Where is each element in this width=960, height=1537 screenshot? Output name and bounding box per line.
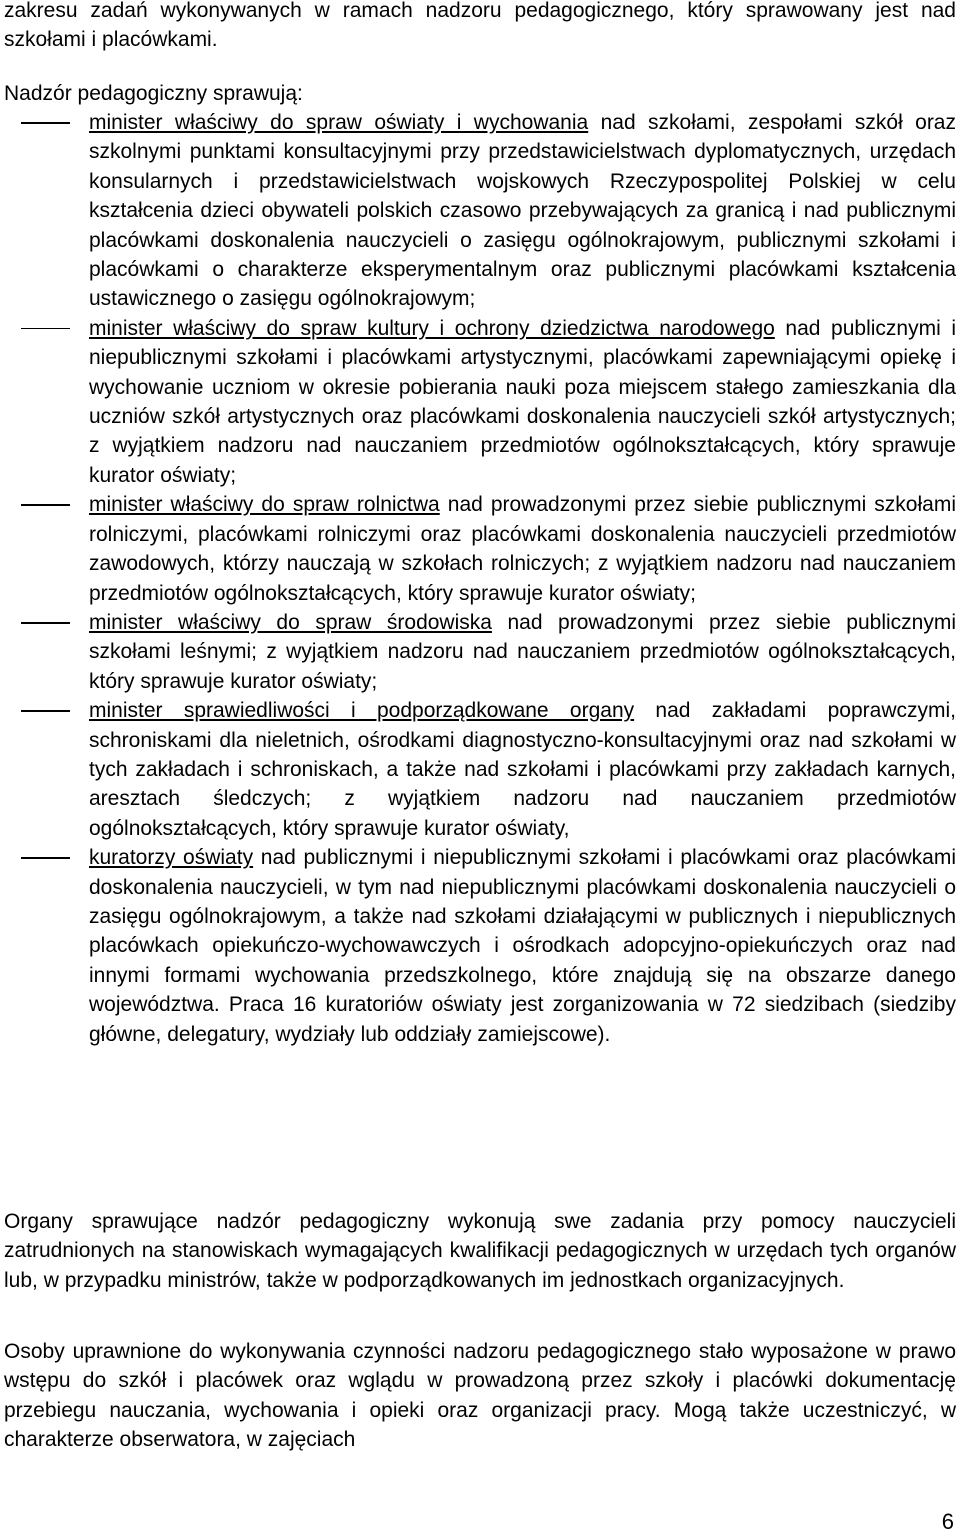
- list-item: [4, 843, 956, 1049]
- dash-bullet-icon: [21, 622, 70, 624]
- list-item: [4, 608, 956, 696]
- list-item-text: nad prowadzonymi przez siebie publicznymi szkołami rolniczymi, placówkami rolniczymi oraz placówkami doskonalenia nauczycieli przedmiotów zawodowych, którzy nauczają w szkołach rolniczych; z wyjątkiem nadzoru nad nauczaniem przedmiotów ogólnokształcących, który sprawuje kurator oświaty;: [89, 493, 956, 605]
- list-item: [4, 696, 956, 843]
- list-item: [4, 108, 956, 314]
- dash-bullet-icon: [21, 857, 70, 859]
- authority-name: kuratorzy oświaty: [89, 846, 254, 870]
- supervisor-list: [4, 108, 956, 1049]
- osoby-paragraph: Osoby uprawnione do wykonywania czynności nadzoru pedagogicznego stało wyposażone w prawo wstępu do szkół i placówek oraz wglądu w prowadzoną przez szkoły i placówki dokumentację przebiegu nauczania, wychowania i opieki oraz organizacji pracy. Mogą także uczestniczyć, w charakterze obserwatora, w zajęciach: [4, 1340, 956, 1452]
- dash-bullet-icon: [21, 504, 70, 506]
- intro-paragraph: zakresu zadań wykonywanych w ramach nadzoru pedagogicznego, który sprawowany jest nad szkołami i placówkami.: [4, 0, 956, 52]
- list-item-text: nad publicznymi i niepublicznymi szkołami i placówkami oraz placówkami doskonalenia nauczycieli, w tym nad niepublicznymi placówkami doskonalenia nauczycieli o zasięgu ogólnokrajowym, a także nad szkołami działającymi w publicznych i niepublicznych placówkach opiekuńczo-wychowawczych i ośrodkach adopcyjno-opiekuńczych oraz nad innymi formami wychowania przedszkolnego, które znajdują się na obszarze danego województwa. Praca 16 kuratoriów oświaty jest zorganizowania w 72 siedzibach (siedziby główne, delegatury, wydziały lub oddziały zamiejscowe).: [89, 846, 957, 1046]
- authority-name: minister właściwy do spraw kultury i ochrony dziedzictwa narodowego: [89, 316, 775, 340]
- authority-name: minister właściwy do spraw oświaty i wychowania: [89, 111, 589, 134]
- authority-name: minister sprawiedliwości i podporządkowane organy: [89, 699, 635, 723]
- page-number: 6: [941, 1509, 954, 1534]
- list-item-text: nad zakładami poprawczymi, schroniskami dla nieletnich, ośrodkami diagnostyczno-konsultacyjnymi oraz nad szkołami w tych zakładach i schroniskach, a także nad szkołami i placówkami przy zakładach karnych, aresztach śledczych; z wyjątkiem nadzoru nad nauczaniem przedmiotów ogólnokształcących, który sprawuje kurator oświaty,: [89, 699, 956, 840]
- dash-bullet-icon: [21, 710, 70, 712]
- list-item-text: nad prowadzonymi przez siebie publicznymi szkołami leśnymi; z wyjątkiem nadzoru nad nauczaniem przedmiotów ogólnokształcących, który sprawuje kurator oświaty;: [89, 610, 956, 693]
- authority-name: minister właściwy do spraw rolnictwa: [89, 493, 440, 517]
- dash-bullet-icon: [21, 122, 70, 124]
- list-item: [4, 490, 956, 608]
- list-item: [4, 314, 956, 490]
- dash-bullet-icon: [21, 328, 70, 330]
- authority-name: minister właściwy do spraw środowiska: [89, 610, 492, 634]
- list-item-text: nad szkołami, zespołami szkół oraz szkolnymi punktami konsultacyjnymi przy przedstawicielstwach dyplomatycznych, urzędach konsularnych i przedstawicielstwach wojskowych Rzeczypospolitej Polskiej w celu kształcenia dzieci obywateli polskich czasowo przebywających za granicą i nad publicznymi placówkami doskonalenia nauczycieli o zasięgu ogólnokrajowym, publicznymi szkołami i placówkami o charakterze eksperymentalnym oraz publicznymi placówkami kształcenia ustawicznego o zasięgu ogólnokrajowym;: [89, 111, 956, 311]
- list-item-text: nad publicznymi i niepublicznymi szkołami i placówkami artystycznymi, placówkami zapewniającymi opiekę i wychowanie uczniom w okresie pobierania nauki poza miejscem stałego zamieszkania dla uczniów szkół artystycznych oraz placówkami doskonalenia nauczycieli szkół artystycznych; z wyjątkiem nadzoru nad nauczaniem przedmiotów ogólnokształcących, który sprawuje kurator oświaty;: [89, 316, 956, 487]
- organy-paragraph: Organy sprawujące nadzór pedagogiczny wykonują swe zadania przy pomocy nauczycieli zatrudnionych na stanowiskach wymagających kwalifikacji pedagogicznych w urzędach tych organów lub, w przypadku ministrów, także w podporządkowanych im jednostkach organizacyjnych.: [4, 1210, 956, 1292]
- lead-paragraph: Nadzór pedagogiczny sprawują:: [4, 82, 303, 105]
